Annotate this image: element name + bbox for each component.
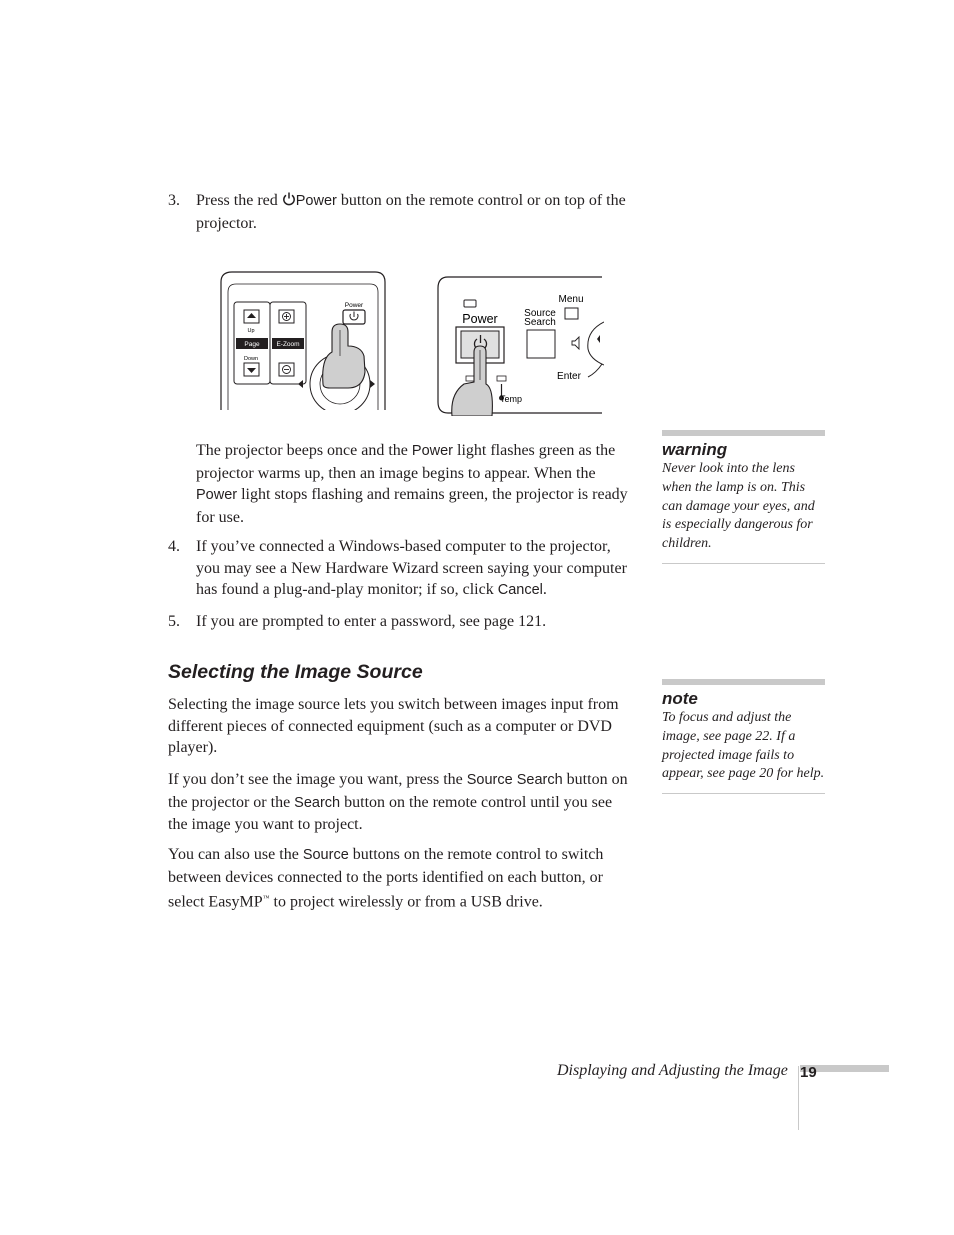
power-ui-label: Power <box>196 487 238 503</box>
footer-rule <box>798 1066 799 1130</box>
remote-up-label: Up <box>247 328 255 334</box>
warning-text: Never look into the lens when the lamp is on. This can damage your eyes, and is especially dangerous for children. <box>662 461 815 552</box>
panel-source-label: Source <box>524 308 556 319</box>
remote-down-label: Down <box>243 356 259 362</box>
text-run: button on the remote control until you see the image you want to project. <box>168 793 613 833</box>
note-title: note <box>662 689 698 708</box>
power-ui-label: Power <box>411 443 454 459</box>
step-4 <box>168 536 638 602</box>
power-light-paragraph <box>196 440 636 528</box>
remote-ezoom-label: E-Zoom <box>276 341 300 348</box>
text-run: You can also use the <box>168 846 303 863</box>
source-search-ui-label: Source Search <box>466 772 563 788</box>
source-ui-label: Source <box>302 847 349 863</box>
text-run: If you’ve connected a Windows-based computer to the projector, you may see a New Hardware Wizard screen saying your computer has found a plug-and-play monitor; if so, click <box>196 538 627 598</box>
step-text <box>196 190 638 234</box>
section-paragraph-1: Selecting the image source lets you switch between images input from different pieces of connected equipment (such as a computer or DVD player). <box>168 696 619 756</box>
text-run: The projector beeps once and the <box>196 442 412 459</box>
step-number: 3. <box>168 192 180 209</box>
warning-box <box>662 430 825 564</box>
step-text-start: Press the red <box>196 192 282 209</box>
step-number: 4. <box>168 538 180 555</box>
text-run: If you don’t see the image you want, press the <box>168 771 467 788</box>
text-run: buttons on the remote control to switch between devices connected to the ports identified on each button, or select EasyMP <box>168 846 604 911</box>
page-number: 19 <box>800 1064 817 1081</box>
warning-title: warning <box>662 440 728 459</box>
step-5 <box>168 611 638 633</box>
note-box <box>662 679 825 794</box>
panel-search-label: Search <box>524 317 556 328</box>
section-paragraph-2 <box>168 769 634 836</box>
panel-enter-label: Enter <box>557 371 581 382</box>
power-symbol-icon <box>282 192 296 209</box>
remote-page-label: Page <box>244 341 260 348</box>
note-bar <box>662 679 825 685</box>
section-paragraph-3 <box>168 844 634 913</box>
step-text <box>196 536 638 602</box>
text-run: light flashes green as the projector warms up, then an image begins to appear. When the <box>196 442 616 482</box>
remote-power-label: Power <box>344 302 364 309</box>
warning-bar <box>662 430 825 436</box>
step-text: If you are prompted to enter a password, see page 121. <box>196 613 547 630</box>
text-run: . <box>542 581 547 598</box>
panel-menu-label: Menu <box>558 294 584 305</box>
remote-control-illustration <box>220 270 390 415</box>
note-text: To focus and adjust the image, see page 22. If a projected image fails to appear, see page 20 for help. <box>662 710 825 782</box>
warning-rule <box>662 563 825 564</box>
step-3 <box>168 190 638 234</box>
step-text-end: button on the remote control or on top of the projector. <box>196 192 626 232</box>
note-rule <box>662 793 825 794</box>
text-run: to project wirelessly or from a USB drive. <box>269 893 543 911</box>
text-run: button on the projector or the <box>168 771 628 811</box>
projector-panel-illustration <box>436 276 604 421</box>
power-button-label: Power <box>295 193 337 209</box>
text-run: light stops flashing and remains green, the projector is ready for use. <box>196 486 628 526</box>
panel-temp-label: Temp <box>500 394 523 404</box>
panel-power-label: Power <box>462 312 498 326</box>
search-ui-label: Search <box>294 794 341 811</box>
trademark-symbol: ™ <box>262 894 270 902</box>
footer-chapter-title: Displaying and Adjusting the Image <box>557 1062 788 1079</box>
cancel-ui-label: Cancel <box>497 582 543 598</box>
step-number: 5. <box>168 613 180 630</box>
section-heading: Selecting the Image Source <box>168 661 423 683</box>
